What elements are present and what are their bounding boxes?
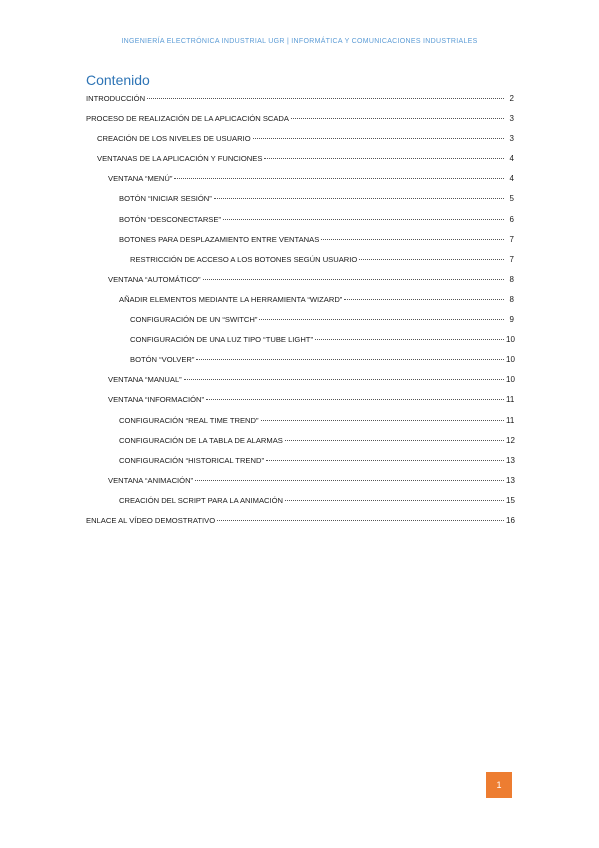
toc-entry-text: BOTONES PARA DESPLAZAMIENTO ENTRE VENTANAS bbox=[119, 234, 320, 244]
toc-page-number: 4 bbox=[509, 154, 514, 164]
toc-entry-ventana-informacion[interactable] bbox=[86, 395, 514, 415]
toc-entry-boton-desconectarse[interactable] bbox=[86, 215, 514, 235]
toc-entry-ventana-animacion[interactable] bbox=[86, 476, 514, 496]
toc-entry-text: VENTANA “MENÚ” bbox=[108, 174, 173, 184]
toc-page-number: 6 bbox=[509, 214, 514, 224]
toc-page-number: 7 bbox=[509, 234, 514, 244]
toc-entry-text: ENLACE AL VÍDEO DEMOSTRATIVO bbox=[86, 515, 216, 525]
table-of-contents bbox=[86, 94, 514, 536]
dot-leader bbox=[217, 520, 504, 521]
toc-page-number: 5 bbox=[509, 194, 514, 204]
toc-entry-historical-trend[interactable] bbox=[86, 456, 514, 476]
toc-entry-text: CONFIGURACIÓN DE UN “SWITCH” bbox=[130, 315, 258, 325]
toc-entry-ventana-menu[interactable] bbox=[86, 174, 514, 194]
dot-leader bbox=[344, 299, 504, 300]
toc-page-number: 16 bbox=[506, 515, 515, 525]
toc-entry-proceso-scada[interactable] bbox=[86, 114, 514, 134]
toc-entry-introduccion[interactable] bbox=[86, 94, 514, 114]
dot-leader bbox=[253, 138, 504, 139]
dot-leader bbox=[259, 319, 504, 320]
toc-page-number: 13 bbox=[506, 475, 515, 485]
toc-entry-text: INTRODUCCIÓN bbox=[86, 94, 146, 103]
toc-entry-text: VENTANA “INFORMACIÓN” bbox=[108, 395, 205, 405]
toc-page-number: 4 bbox=[509, 174, 514, 184]
dot-leader bbox=[261, 420, 504, 421]
dot-leader bbox=[285, 440, 504, 441]
toc-entry-text: BOTÓN “VOLVER” bbox=[130, 355, 195, 365]
toc-page-number: 15 bbox=[506, 495, 515, 505]
toc-entry-configuracion-tube-light[interactable] bbox=[86, 335, 514, 355]
toc-entry-ventanas-funciones[interactable] bbox=[86, 154, 514, 174]
dot-leader bbox=[264, 158, 504, 159]
toc-page-number: 8 bbox=[509, 274, 514, 284]
toc-entry-botones-desplazamiento[interactable] bbox=[86, 235, 514, 255]
page-number-badge: 1 bbox=[486, 772, 512, 798]
toc-entry-real-time-trend[interactable] bbox=[86, 416, 514, 436]
dot-leader bbox=[359, 259, 504, 260]
toc-entry-niveles-usuario[interactable] bbox=[86, 134, 514, 154]
toc-entry-text: CONFIGURACIÓN “REAL TIME TREND” bbox=[119, 415, 259, 425]
toc-entry-text: VENTANA “ANIMACIÓN” bbox=[108, 475, 194, 485]
toc-page-number: 9 bbox=[509, 315, 514, 325]
toc-entry-enlace-video[interactable] bbox=[86, 516, 514, 536]
dot-leader bbox=[291, 118, 504, 119]
toc-page-number: 10 bbox=[506, 335, 515, 345]
toc-entry-anadir-elementos-wizard[interactable] bbox=[86, 295, 514, 315]
dot-leader bbox=[285, 500, 504, 501]
toc-entry-text: CONFIGURACIÓN “HISTORICAL TREND” bbox=[119, 455, 264, 465]
dot-leader bbox=[315, 339, 504, 340]
toc-entry-script-animacion[interactable] bbox=[86, 496, 514, 516]
toc-entry-text: VENTANAS DE LA APLICACIÓN Y FUNCIONES bbox=[97, 154, 263, 164]
toc-entry-text: BOTÓN “INICIAR SESIÓN” bbox=[119, 194, 212, 204]
dot-leader bbox=[266, 460, 504, 461]
toc-entry-text: VENTANA “MANUAL” bbox=[108, 375, 182, 385]
toc-page-number: 8 bbox=[509, 294, 514, 304]
toc-entry-ventana-automatico[interactable] bbox=[86, 275, 514, 295]
toc-entry-text: CONFIGURACIÓN DE UNA LUZ TIPO “TUBE LIGHT” bbox=[130, 335, 313, 345]
dot-leader bbox=[321, 239, 504, 240]
toc-page-number: 12 bbox=[506, 435, 515, 445]
toc-entry-text: CREACIÓN DE LOS NIVELES DE USUARIO bbox=[97, 134, 251, 144]
toc-title: Contenido bbox=[86, 72, 150, 88]
dot-leader bbox=[147, 98, 504, 99]
dot-leader bbox=[206, 399, 504, 400]
toc-entry-tabla-alarmas[interactable] bbox=[86, 436, 514, 456]
toc-entry-boton-volver[interactable] bbox=[86, 355, 514, 375]
toc-page-number: 11 bbox=[506, 395, 515, 405]
page-header: INGENIERÍA ELECTRÓNICA INDUSTRIAL UGR | INFORMÁTICA Y COMUNICACIONES INDUSTRIALES bbox=[121, 38, 478, 45]
toc-entry-text: CONFIGURACIÓN DE LA TABLA DE ALARMAS bbox=[119, 435, 283, 445]
toc-page-number: 3 bbox=[509, 134, 514, 144]
dot-leader bbox=[195, 480, 504, 481]
toc-entry-text: PROCESO DE REALIZACIÓN DE LA APLICACIÓN SCADA bbox=[86, 114, 289, 124]
toc-page-number: 3 bbox=[509, 114, 514, 124]
toc-entry-configuracion-switch[interactable] bbox=[86, 315, 514, 335]
toc-entry-text: VENTANA “AUTOMÁTICO” bbox=[108, 274, 201, 284]
toc-page-number: 11 bbox=[506, 415, 515, 425]
toc-entry-text: CREACIÓN DEL SCRIPT PARA LA ANIMACIÓN bbox=[119, 495, 284, 505]
toc-page-number: 2 bbox=[509, 94, 514, 103]
dot-leader bbox=[214, 198, 504, 199]
dot-leader bbox=[196, 359, 504, 360]
dot-leader bbox=[174, 178, 504, 179]
toc-entry-text: BOTÓN “DESCONECTARSE” bbox=[119, 214, 221, 224]
toc-entry-boton-iniciar-sesion[interactable] bbox=[86, 194, 514, 214]
toc-page-number: 10 bbox=[506, 375, 515, 385]
dot-leader bbox=[223, 219, 504, 220]
toc-page-number: 7 bbox=[509, 254, 514, 264]
toc-page-number: 13 bbox=[506, 455, 515, 465]
dot-leader bbox=[184, 379, 504, 380]
toc-page-number: 10 bbox=[506, 355, 515, 365]
toc-entry-text: AÑADIR ELEMENTOS MEDIANTE LA HERRAMIENTA “WIZARD” bbox=[119, 294, 343, 304]
toc-entry-restriccion-acceso[interactable] bbox=[86, 255, 514, 275]
toc-entry-text: RESTRICCIÓN DE ACCESO A LOS BOTONES SEGÚN USUARIO bbox=[130, 254, 358, 264]
toc-entry-ventana-manual[interactable] bbox=[86, 375, 514, 395]
dot-leader bbox=[203, 279, 504, 280]
